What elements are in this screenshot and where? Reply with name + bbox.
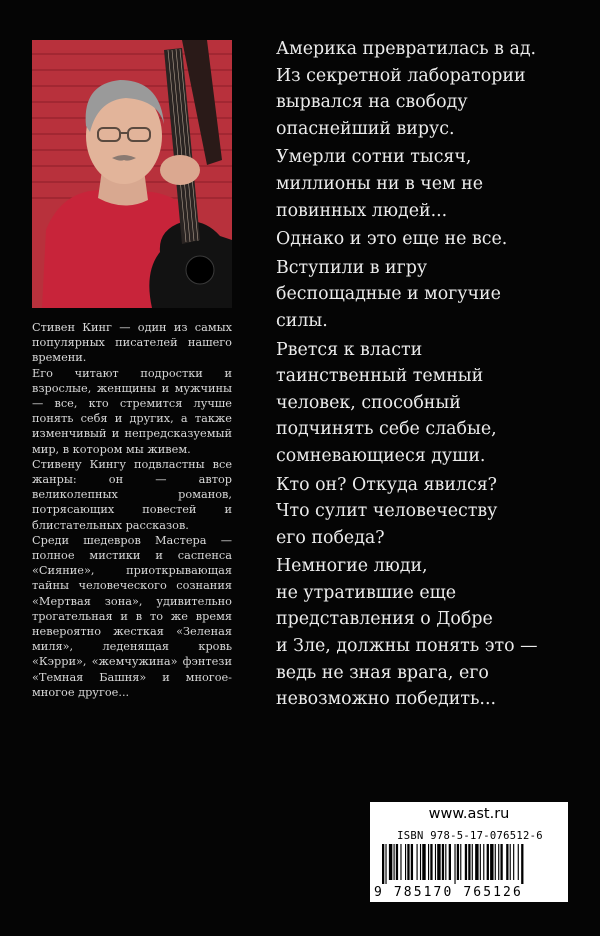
blurb-line: опаснейший вирус. bbox=[276, 118, 455, 139]
barcode-bar bbox=[518, 844, 519, 880]
blurb-line: ведь не зная врага, его bbox=[276, 662, 489, 683]
author-bio bbox=[32, 320, 232, 700]
blurb-paragraph bbox=[276, 553, 576, 713]
barcode-bar bbox=[420, 844, 421, 880]
author-photo bbox=[32, 40, 232, 308]
blurb-line: подчинять себе слабые, bbox=[276, 419, 497, 440]
barcode-digits: 9 785170 765126 bbox=[374, 885, 523, 900]
blurb-line: вырвался на свободу bbox=[276, 92, 468, 113]
barcode-bar bbox=[457, 844, 459, 880]
blurb-paragraph bbox=[276, 337, 576, 470]
barcode-bar bbox=[454, 844, 455, 884]
barcode-bar bbox=[449, 844, 451, 880]
barcode-bar bbox=[407, 844, 409, 880]
barcode-bar bbox=[400, 844, 401, 880]
barcode-bar bbox=[510, 844, 511, 880]
barcode-bar bbox=[417, 844, 418, 880]
barcode-bar bbox=[445, 844, 446, 880]
barcode-bar bbox=[411, 844, 413, 880]
barcode-bar bbox=[428, 844, 429, 880]
barcode-bar bbox=[394, 844, 395, 880]
author-photo-illustration bbox=[32, 40, 232, 308]
barcode-bar bbox=[430, 844, 432, 880]
isbn-number: ISBN 978-5-17-076512-6 bbox=[397, 830, 543, 842]
blurb-line: и Зле, должны понять это — bbox=[276, 636, 538, 657]
blurb-paragraph bbox=[276, 226, 576, 253]
barcode-bar bbox=[468, 844, 470, 880]
barcode-bar bbox=[480, 844, 481, 880]
barcode-bar bbox=[472, 844, 473, 880]
blurb-paragraph bbox=[276, 36, 576, 142]
publisher-website: www.ast.ru bbox=[428, 806, 510, 822]
blurb-line: Умерли сотни тысяч, bbox=[276, 147, 472, 168]
blurb-line: Америка превратилась в ад. bbox=[276, 39, 537, 59]
blurb-line: представления о Добре bbox=[276, 609, 493, 630]
blurb-line: невозможно победить... bbox=[276, 689, 497, 710]
blurb-line: Вступили в игру bbox=[276, 257, 428, 278]
blurb-line: Что сулит человечеству bbox=[276, 501, 498, 522]
blurb-paragraph bbox=[276, 255, 576, 335]
barcode-bar bbox=[475, 844, 478, 880]
barcode-bar bbox=[487, 844, 489, 880]
barcode-bars bbox=[382, 844, 558, 884]
barcode-bar bbox=[500, 844, 502, 880]
barcode-bar bbox=[483, 844, 484, 880]
barcode-panel bbox=[370, 802, 568, 902]
blurb-line: миллионы ни в чем не bbox=[276, 173, 483, 194]
barcode-bar bbox=[465, 844, 467, 880]
blurb-line: его победа? bbox=[276, 527, 385, 548]
barcode-bar bbox=[506, 844, 508, 880]
blurb-line: беспощадные и могучие bbox=[276, 284, 501, 305]
blurb-line: силы. bbox=[276, 310, 328, 331]
bio-paragraph: Среди шедевров Мастера — полное мистики и саспенса «Сияние», приоткрывающая тайны человеческого сознания «Мертвая зона», удивительно трогательная и в то же время невероятно жесткая «Зеленая миля», леденящая кровь «Кэрри», «жемчужина» фэнтези «Темная Башня» и многое-многое другое... bbox=[32, 533, 232, 699]
barcode-bar bbox=[396, 844, 398, 880]
barcode-bar bbox=[435, 844, 436, 880]
bio-paragraph: Стивену Кингу подвластны все жанры: он — автор великолепных романов, потрясающих повестей и блистательных рассказов. bbox=[32, 457, 232, 532]
barcode-bar bbox=[521, 844, 523, 884]
blurb-line: Кто он? Откуда явился? bbox=[276, 474, 498, 495]
blurb-line: повинных людей... bbox=[276, 200, 448, 221]
barcode-bar bbox=[460, 844, 461, 880]
blurb-paragraph bbox=[276, 144, 576, 224]
barcode-bar bbox=[498, 844, 499, 880]
blurb-line: Немногие люди, bbox=[276, 556, 428, 577]
blurb-line: Однако и это еще не все. bbox=[276, 229, 508, 250]
bio-paragraph: Его читают подростки и взрослые, женщины и мужчины — все, кто стремится лучше понять себя и других, а также изменчивый и непредсказуемый мир, в котором мы живем. bbox=[32, 366, 232, 456]
barcode-bar bbox=[495, 844, 496, 880]
barcode-bar bbox=[389, 844, 392, 880]
barcode-bar bbox=[382, 844, 384, 884]
blurb-line: человек, способный bbox=[276, 392, 461, 413]
blurb-line: Рвется к власти bbox=[276, 339, 423, 360]
blurb-line: не утратившие еще bbox=[276, 582, 457, 603]
barcode-bar bbox=[490, 844, 493, 880]
bio-paragraph: Стивен Кинг — один из самых популярных писателей нашего времени. bbox=[32, 321, 232, 365]
barcode-bar bbox=[405, 844, 406, 880]
barcode-bar bbox=[437, 844, 440, 880]
blurb-line: таинственный темный bbox=[276, 366, 484, 387]
barcode-bar bbox=[422, 844, 425, 880]
barcode-bar bbox=[442, 844, 444, 880]
blurb-line: сомневающиеся души. bbox=[276, 445, 486, 466]
barcode-bar bbox=[513, 844, 514, 880]
barcode-bar bbox=[385, 844, 386, 884]
book-blurb bbox=[276, 36, 576, 715]
blurb-line: Из секретной лаборатории bbox=[276, 65, 526, 86]
blurb-paragraph bbox=[276, 472, 576, 552]
